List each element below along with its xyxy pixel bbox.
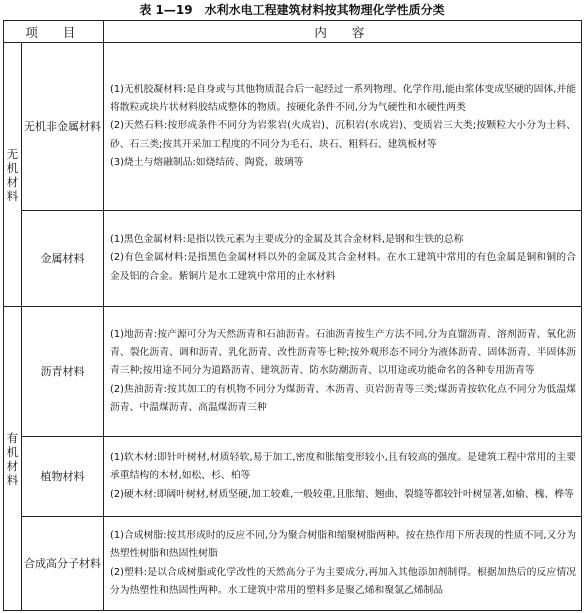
header-content: 内 容 (104, 21, 582, 43)
content-paragraph: (2)塑料:是以合成树脂或化学改性的天然高分子为主要成分,再加入其他添加剂制得。根据加热后的反应情况分为热塑性和热固性两种。水工建筑中常用的塑料多是聚乙烯和聚氯乙烯制品 (110, 566, 577, 596)
content-paragraph: (1)无机胶凝材料:是自身或与其他物质混合后一起经过一系列物理、化学作用,能由浆体变成坚硬的固体,并能将散粒或块片状材料胶结成整体的物质。按硬化条件不同,分为气硬性和水硬性两类 (110, 83, 577, 114)
row-label: 无机非金属材料 (22, 43, 104, 211)
content-paragraph: (2)有色金属材料:是指黑色金属材料以外的金属及其合金材料。在水工建筑中常用的有色金属是铜和铜的合金及铝的合金。紫铜片是水工建筑中常用的止水材料 (110, 252, 577, 282)
row-content (104, 43, 582, 211)
content-paragraph: (3)烧土与熔融制品:如烧结砖、陶瓷、玻璃等 (110, 156, 304, 168)
table-row (4, 43, 582, 211)
table-row (4, 437, 582, 517)
materials-table (3, 20, 582, 611)
row-content (104, 437, 582, 517)
content-paragraph: (1)黑色金属材料:是指以铁元素为主要成分的金属及其合金材料,是钢和生铁的总称 (110, 234, 464, 246)
content-paragraph: (1)合成树脂:按其形成时的反应不同,分为聚合树脂和缩聚树脂两种。按在热作用下所表现的性质不同,又分为热塑性树脂和热固性树脂 (110, 530, 577, 560)
table-caption: 表 1—19 水利水电工程建筑材料按其物理化学性质分类 (139, 3, 445, 17)
content-paragraph: (2)硬木材:即阔叶树材,材质坚硬,加工较难,一般较重,且胀缩、翘曲、裂缝等都较针叶树显著,如榆、槐、桦等 (110, 488, 574, 500)
row-content (104, 517, 582, 611)
content-paragraph: (1)软木材:即针叶树材,材质轻软,易于加工,密度和胀缩变形较小,且有较高的强度。是建筑工程中常用的主要承重结构的木材,如松、杉、柏等 (110, 452, 577, 482)
content-paragraph: (2)焦油沥青:按其加工的有机物不同分为煤沥青、木沥青、页岩沥青等三类;煤沥青按软化点不同分为低温煤沥青、中温煤沥青、高温煤沥青三种 (110, 383, 577, 413)
table-row (4, 307, 582, 437)
row-content (104, 211, 582, 307)
header-row (4, 21, 582, 43)
header-item: 项 目 (4, 21, 104, 43)
row-label: 金属材料 (22, 211, 104, 307)
row-label: 植物材料 (22, 437, 104, 517)
row-label: 沥青材料 (22, 307, 104, 437)
table-row (4, 517, 582, 611)
row-content (104, 307, 582, 437)
row-label: 合成高分子材料 (22, 517, 104, 611)
group-label-organic: 有机材料 (4, 307, 22, 611)
table-row (4, 211, 582, 307)
content-paragraph: (1)地沥青:按产源可分为天然沥青和石油沥青。石油沥青按生产方法不同,分为直馏沥青、溶剂沥青、氧化沥青、裂化沥青、调和沥青、乳化沥青、改性沥青等七种;按外观形态不同分为液体沥青、固体沥青、半固体沥青三种;按用途不同分为道路沥青、建筑沥青、防水防潮沥青、以用途或功能命名的各种专用沥青等 (110, 328, 577, 377)
group-label-inorganic: 无机材料 (4, 43, 22, 307)
content-paragraph: (2)天然石料:按形成条件不同分为岩浆岩(火成岩)、沉积岩(水成岩)、变质岩三大类;按颗粒大小分为土料、砂、石三类;按其开采加工程度的不同分为毛石、块石、粗料石、建筑板材等 (110, 120, 577, 150)
